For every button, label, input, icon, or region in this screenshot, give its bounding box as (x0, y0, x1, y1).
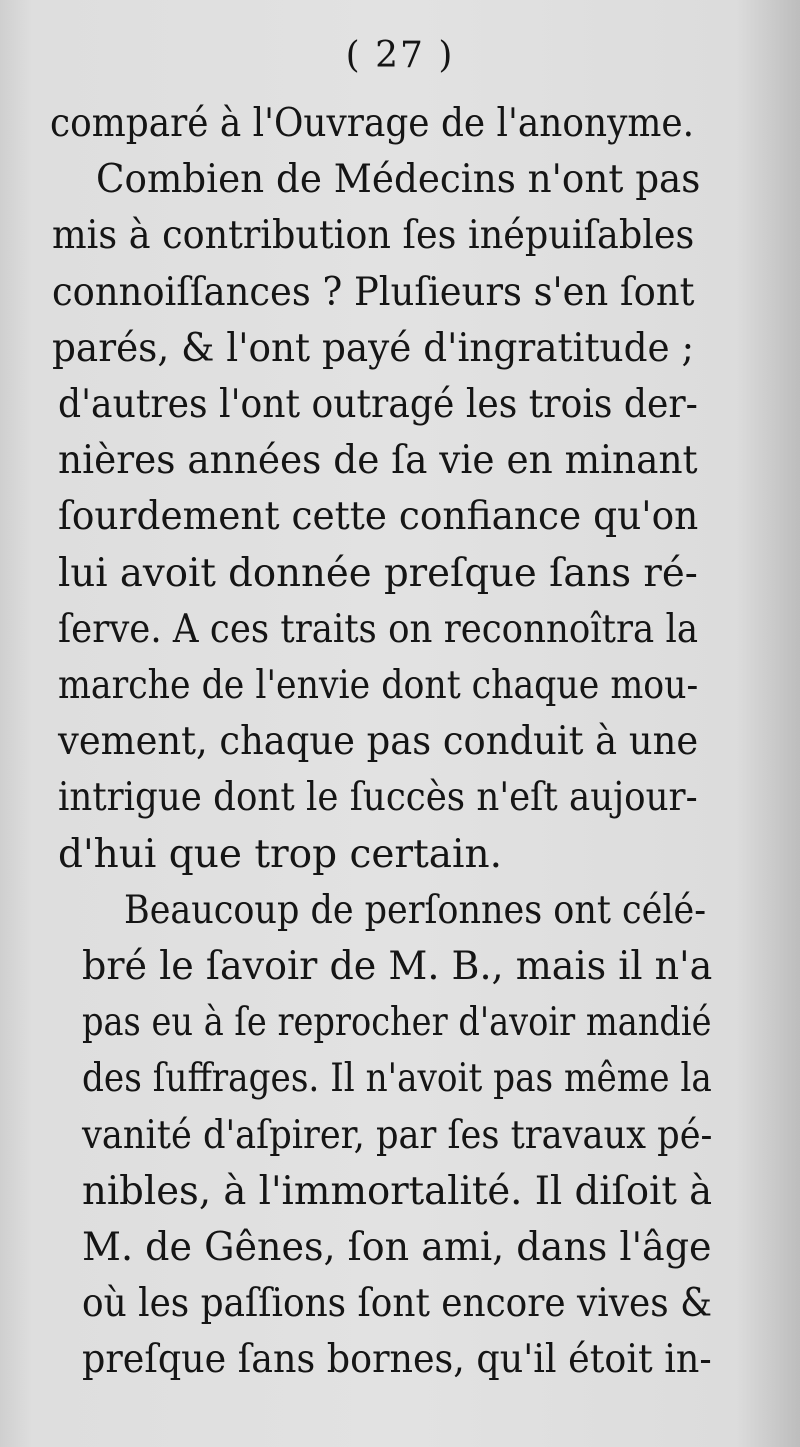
text-line: d'hui que trop certain. (58, 831, 502, 877)
text-line: ſourdement cette confiance qu'on (58, 494, 699, 540)
text-line: ſerve. A ces traits on reconnoîtra la (58, 606, 699, 652)
paragraph-start-line: Combien de Médecins n'ont pas (96, 157, 701, 203)
text-line: nières années de ſa vie en minant (58, 438, 698, 484)
text-line: bré le ſavoir de M. B., mais il n'a (82, 944, 713, 989)
text-line: preſque ſans bornes, qu'il étoit in- (82, 1337, 712, 1383)
text-line: pas eu à ſe reprocher d'avoir mandié (82, 1000, 712, 1046)
text-line: parés, & l'ont payé d'ingratitude ; (52, 325, 695, 371)
paragraph-start-line: Beaucoup de perſonnes ont célé- (124, 887, 707, 933)
text-line: connoiſſances ? Pluſieurs s'en ſont (52, 269, 695, 315)
text-line: comparé à l'Ouvrage de l'anonyme. (50, 101, 695, 146)
text-line: vement, chaque pas conduit à une (58, 719, 699, 765)
page-number: ( 27 ) (345, 35, 455, 76)
text-line: M. de Gênes, ſon ami, dans l'âge (82, 1225, 712, 1270)
text-line: marche de l'envie dont chaque mou- (58, 663, 699, 708)
text-line: d'autres l'ont outragé les trois der- (58, 382, 698, 427)
text-line: nibles, à l'immortalité. Il diſoit à (82, 1168, 713, 1214)
text-line: où les paſſions ſont encore vives & (82, 1281, 713, 1327)
text-line: intrigue dont le ſuccès n'eſt aujour- (58, 775, 698, 821)
text-line: lui avoit donnée preſque ſans ré- (58, 550, 698, 596)
text-line: vanité d'aſpirer, par ſes travaux pé- (82, 1112, 713, 1158)
text-line: des ſuffrages. Il n'avoit pas même la (82, 1056, 712, 1102)
text-line: mis à contribution ſes inépuiſables (52, 213, 695, 259)
